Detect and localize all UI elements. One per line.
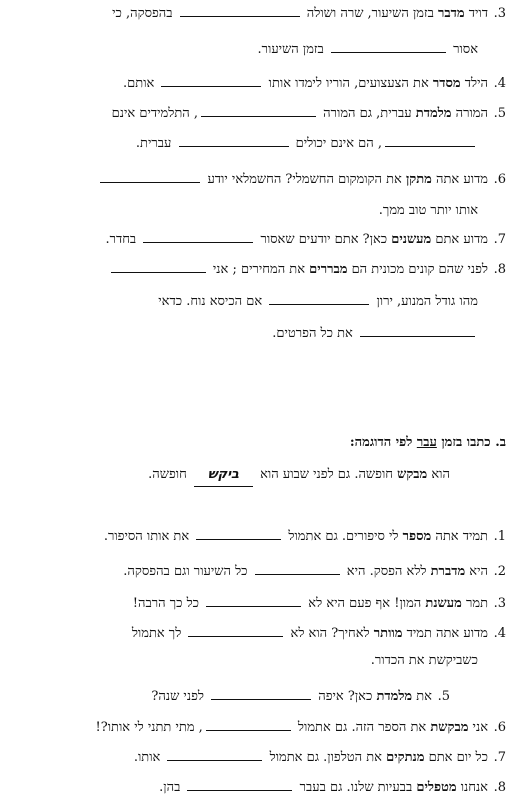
verb: מלמדת: [415, 106, 452, 121]
a-item-4: 4.הילד מסדר את הצעצועים, הוריו לימדו אותו אותם.: [10, 72, 506, 94]
a-item-8-line-1: 8.לפני שהם קונים מכונית הם מבררים את המחירים ; אני: [10, 258, 506, 280]
answer-blank[interactable]: [188, 622, 283, 637]
answer-blank[interactable]: [255, 560, 340, 575]
a-item-5-line-1: 5.המורה מלמדת עברית, גם המורה , התלמידים אינם: [10, 102, 506, 124]
answer-blank[interactable]: [196, 525, 281, 540]
verb: מטפלים: [416, 780, 457, 795]
answer-blank[interactable]: [100, 168, 200, 183]
verb: מדברת: [430, 564, 466, 579]
verb: מעשנים: [391, 232, 432, 247]
part-b-heading: ב. כתבו בזמן עבר לפי הדוגמה:: [349, 435, 506, 450]
answer-blank[interactable]: [385, 132, 475, 147]
verb: מוותר: [373, 626, 403, 641]
answer-blank[interactable]: [187, 776, 292, 791]
verb: מעשנת: [425, 596, 462, 611]
a-item-5-line-2: , הם אינם יכולים עברית.: [10, 132, 478, 154]
answer-blank[interactable]: [269, 290, 369, 305]
answer-blank[interactable]: [179, 132, 289, 147]
verb: מדבר: [438, 6, 465, 21]
b-item-8: 8.אנחנו מטפלים בבעיות שלנו. גם בעבר בהן.: [10, 776, 506, 798]
answer-blank[interactable]: [180, 2, 300, 17]
answer-blank[interactable]: [206, 716, 291, 731]
verb: מלמדת: [376, 689, 413, 704]
part-b-example: הוא מבקש חופשה. גם לפני שבוע הוא ביקש חופשה.: [10, 464, 450, 486]
verb: מספר: [402, 529, 432, 544]
a-item-8-line-2: מהו גודל המנוע, ירון אם הכיסא נוח. כדאי: [10, 290, 478, 312]
a-item-3-line-1: 3.דויד מדבר בזמן השיעור, שרה ושולה בהפסקה, כי: [10, 2, 506, 24]
verb: מסדר: [432, 76, 461, 91]
b-item-4-line-2: כשביקשת את הכדור.: [370, 653, 478, 668]
verb: מנתקים: [386, 750, 425, 765]
handwritten-example-answer: ביקש: [194, 464, 253, 487]
answer-blank[interactable]: [331, 38, 446, 53]
answer-blank[interactable]: [206, 592, 301, 607]
b-item-1: 1.תמיד אתה מספר לי סיפורים. גם אתמול את אותו הסיפור.: [10, 525, 506, 547]
a-item-8-line-3: את כל הפרטים.: [10, 322, 478, 344]
b-item-7: 7.כל יום אתם מנתקים את הטלפון. גם אתמול אותו.: [10, 746, 506, 768]
answer-blank[interactable]: [211, 685, 311, 700]
verb: מבקשת: [430, 720, 469, 735]
a-item-3-line-2: אסור בזמן השיעור.: [10, 38, 478, 60]
answer-blank[interactable]: [167, 746, 262, 761]
answer-blank[interactable]: [161, 72, 261, 87]
b-item-3: 3.תמר מעשנת המון! אף פעם היא לא כל כך הרבה!: [10, 592, 506, 614]
verb: מבררים: [309, 262, 348, 277]
b-item-2: 2.היא מדברת ללא הפסק. היא כל השיעור וגם בהפסקה.: [10, 560, 506, 582]
verb: מתקן: [405, 172, 432, 187]
answer-blank[interactable]: [201, 102, 316, 117]
answer-blank[interactable]: [111, 258, 206, 273]
b-item-6: 6.אני מבקשת את הספר הזה. גם אתמול , מתי תתני לי אותו?!: [10, 716, 506, 738]
b-item-4-line-1: 4.מדוע אתה תמיד מוותר לאחיך? הוא לא לך אתמול: [10, 622, 506, 644]
answer-blank[interactable]: [143, 228, 253, 243]
b-item-5: 5.את מלמדת כאן? איפה לפני שנה?: [10, 685, 450, 707]
a-item-6-line-2: אותו יותר טוב ממך.: [378, 203, 478, 218]
a-item-7: 7.מדוע אתם מעשנים כאן? אתם יודעים שאסור בחדר.: [10, 228, 506, 250]
answer-blank[interactable]: [360, 322, 475, 337]
a-item-6-line-1: 6.מדוע אתה מתקן את הקומקום החשמלי? החשמלאי יודע: [10, 168, 506, 190]
